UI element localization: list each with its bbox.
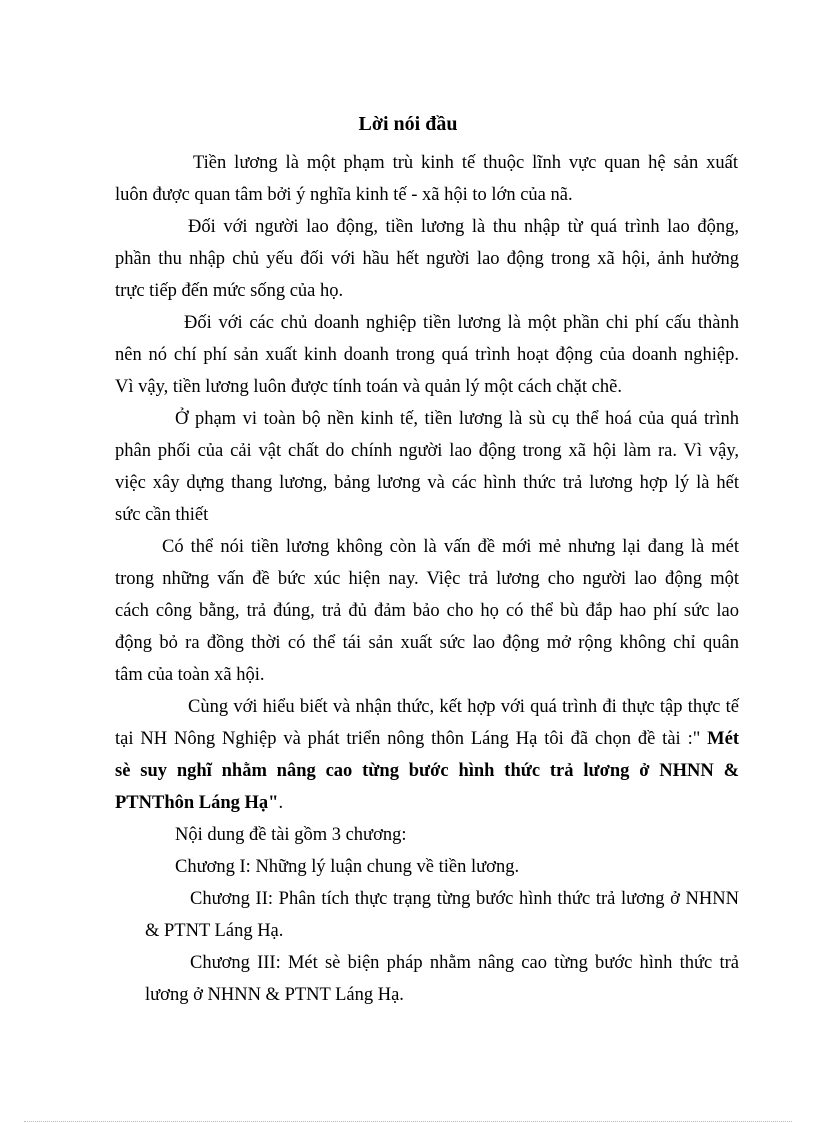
chapter-2-line: & PTNT Láng Hạ. <box>145 921 284 941</box>
paragraph-line: nên nó chí phí sản xuất kinh doanh trong quá trình hoạt động của doanh nghiệp. <box>115 345 739 365</box>
paragraph-line: cách công bằng, trả đúng, trả đủ đảm bảo cho họ có thể bù đắp hao phí sức lao <box>115 601 739 621</box>
paragraph-line: tâm của toàn xã hội. <box>115 665 265 685</box>
paragraph-line: Ở phạm vi toàn bộ nền kinh tế, tiền lương là sù cụ thể hoá của quá trình <box>175 409 739 429</box>
paragraph-line: Vì vậy, tiền lương luôn được tính toán và quản lý một cách chặt chẽ. <box>115 377 622 397</box>
chapter-1-line: Chương I: Những lý luận chung về tiền lương. <box>175 857 520 877</box>
paragraph-text: . <box>278 793 284 813</box>
paragraph-line: phần thu nhập chủ yếu đối với hầu hết người lao động trong xã hội, ảnh hưởng <box>115 249 739 269</box>
paragraph-line: luôn được quan tâm bởi ý nghĩa kinh tế - xã hội to lớn của nã. <box>115 185 573 205</box>
paragraph-line: trực tiếp đến mức sống của họ. <box>115 281 344 301</box>
paragraph-line: động bỏ ra đồng thời có thể tái sản xuất sức lao động mở rộng không chỉ quân <box>115 633 739 653</box>
paragraph-line: việc xây dựng thang lương, bảng lương và các hình thức trả lương hợp lý là hết <box>115 473 739 493</box>
paragraph-line: trong những vấn đề bức xúc hiện nay. Việc trả lương cho người lao động một <box>115 569 739 589</box>
paragraph-line: Nội dung đề tài gồm 3 chương: <box>175 825 407 845</box>
paragraph-line: Tiền lương là một phạm trù kinh tế thuộc lĩnh vực quan hệ sản xuất <box>193 153 738 173</box>
topic-title-end: PTNThôn Láng Hạ" <box>115 793 279 813</box>
paragraph-line: Đối với các chủ doanh nghiệp tiền lương là một phần chi phí cấu thành <box>184 313 739 333</box>
paragraph-line: sức cần thiết <box>115 505 209 525</box>
chapter-2-line: Chương II: Phân tích thực trạng từng bước hình thức trả lương ở NHNN <box>190 889 739 909</box>
paragraph-line <box>115 727 739 751</box>
page-bottom-rule <box>24 1121 792 1122</box>
paragraph-line: phân phối của cải vật chất do chính người lao động trong xã hội làm ra. Vì vậy, <box>115 441 739 461</box>
paragraph-line: Đối với người lao động, tiền lương là thu nhập từ quá trình lao động, <box>188 217 739 237</box>
paragraph-text: tại NH Nông Nghiệp và phát triển nông thôn Láng Hạ tôi đã chọn đề tài :" <box>115 729 708 749</box>
paragraph-line <box>115 791 283 815</box>
topic-title-start: Mét <box>707 729 739 749</box>
topic-title-line: sè suy nghĩ nhằm nâng cao từng bước hình thức trả lương ở NHNN & <box>115 761 739 781</box>
paragraph-line: Có thể nói tiền lương không còn là vấn đề mới mẻ nhưng lại đang là mét <box>162 537 739 557</box>
chapter-3-line: Chương III: Mét sè biện pháp nhằm nâng cao từng bước hình thức trả <box>190 953 739 973</box>
paragraph-line: Cùng với hiểu biết và nhận thức, kết hợp với quá trình đi thực tập thực tế <box>188 697 739 717</box>
chapter-3-line: lương ở NHNN & PTNT Láng Hạ. <box>145 985 404 1005</box>
document-title: Lời nói đầu <box>358 113 458 135</box>
